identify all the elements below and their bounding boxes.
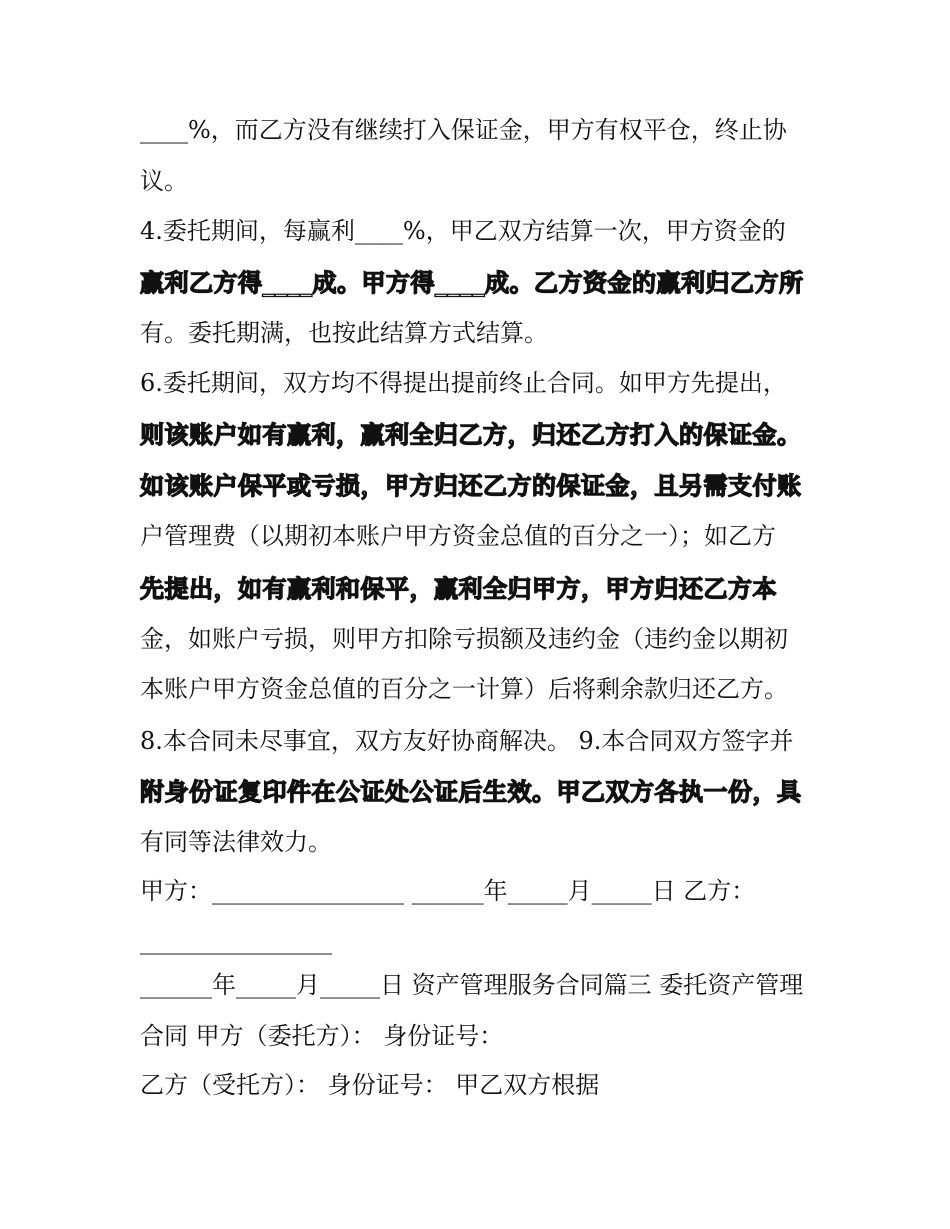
outlined-text-line: 如该账户保平或亏损，甲方归还乙方的保证金，且另需支付账 (140, 472, 802, 500)
party-a-id-line: 合同 甲方（委托方）： 身份证号： (140, 1022, 504, 1050)
text-line: 户管理费（以期初本账户甲方资金总值的百分之一）；如乙方 (140, 522, 776, 550)
text-line: 4.委托期间，每赢利____%，甲乙双方结算一次，甲方资金的 (140, 217, 786, 245)
signature-line-blank: ________________ (140, 927, 332, 955)
outlined-text-line: 先提出，如有赢利和保平，赢利全归甲方，甲方归还乙方本 (140, 575, 777, 603)
signature-line-party-a: 甲方：________________ ______年_____月_____日 乙方： (140, 877, 756, 905)
text-line: 有。委托期满，也按此结算方式结算。 (140, 319, 548, 347)
text-line: ____%，而乙方没有继续打入保证金，甲方有权平仓，终止协 (140, 116, 787, 144)
text-line: 议。 (140, 167, 188, 195)
party-b-id-line: 乙方（受托方）： 身份证号： 甲乙双方根据 (140, 1071, 600, 1099)
outlined-text-line: 赢利乙方得____成。甲方得____成。乙方资金的赢利归乙方所 (140, 269, 804, 297)
text-line: 有同等法律效力。 (140, 828, 332, 856)
outlined-text-line: 附身份证复印件在公证处公证后生效。甲乙双方各执一份，具 (140, 778, 802, 806)
outlined-text-line: 则该账户如有赢利，赢利全归乙方，归还乙方打入的保证金。 (140, 421, 802, 449)
text-line: 6.委托期间，双方均不得提出提前终止合同。如甲方先提出， (140, 369, 787, 397)
text-line: 8.本合同未尽事宜，双方友好协商解决。 9.本合同双方签字并 (140, 727, 794, 755)
text-line: 金，如账户亏损，则甲方扣除亏损额及违约金（违约金以期初 (140, 625, 788, 653)
date-and-heading-line: ______年_____月_____日 资产管理服务合同篇三 委托资产管理 (140, 971, 804, 999)
text-line: 本账户甲方资金总值的百分之一计算）后将剩余款归还乙方。 (140, 675, 788, 703)
